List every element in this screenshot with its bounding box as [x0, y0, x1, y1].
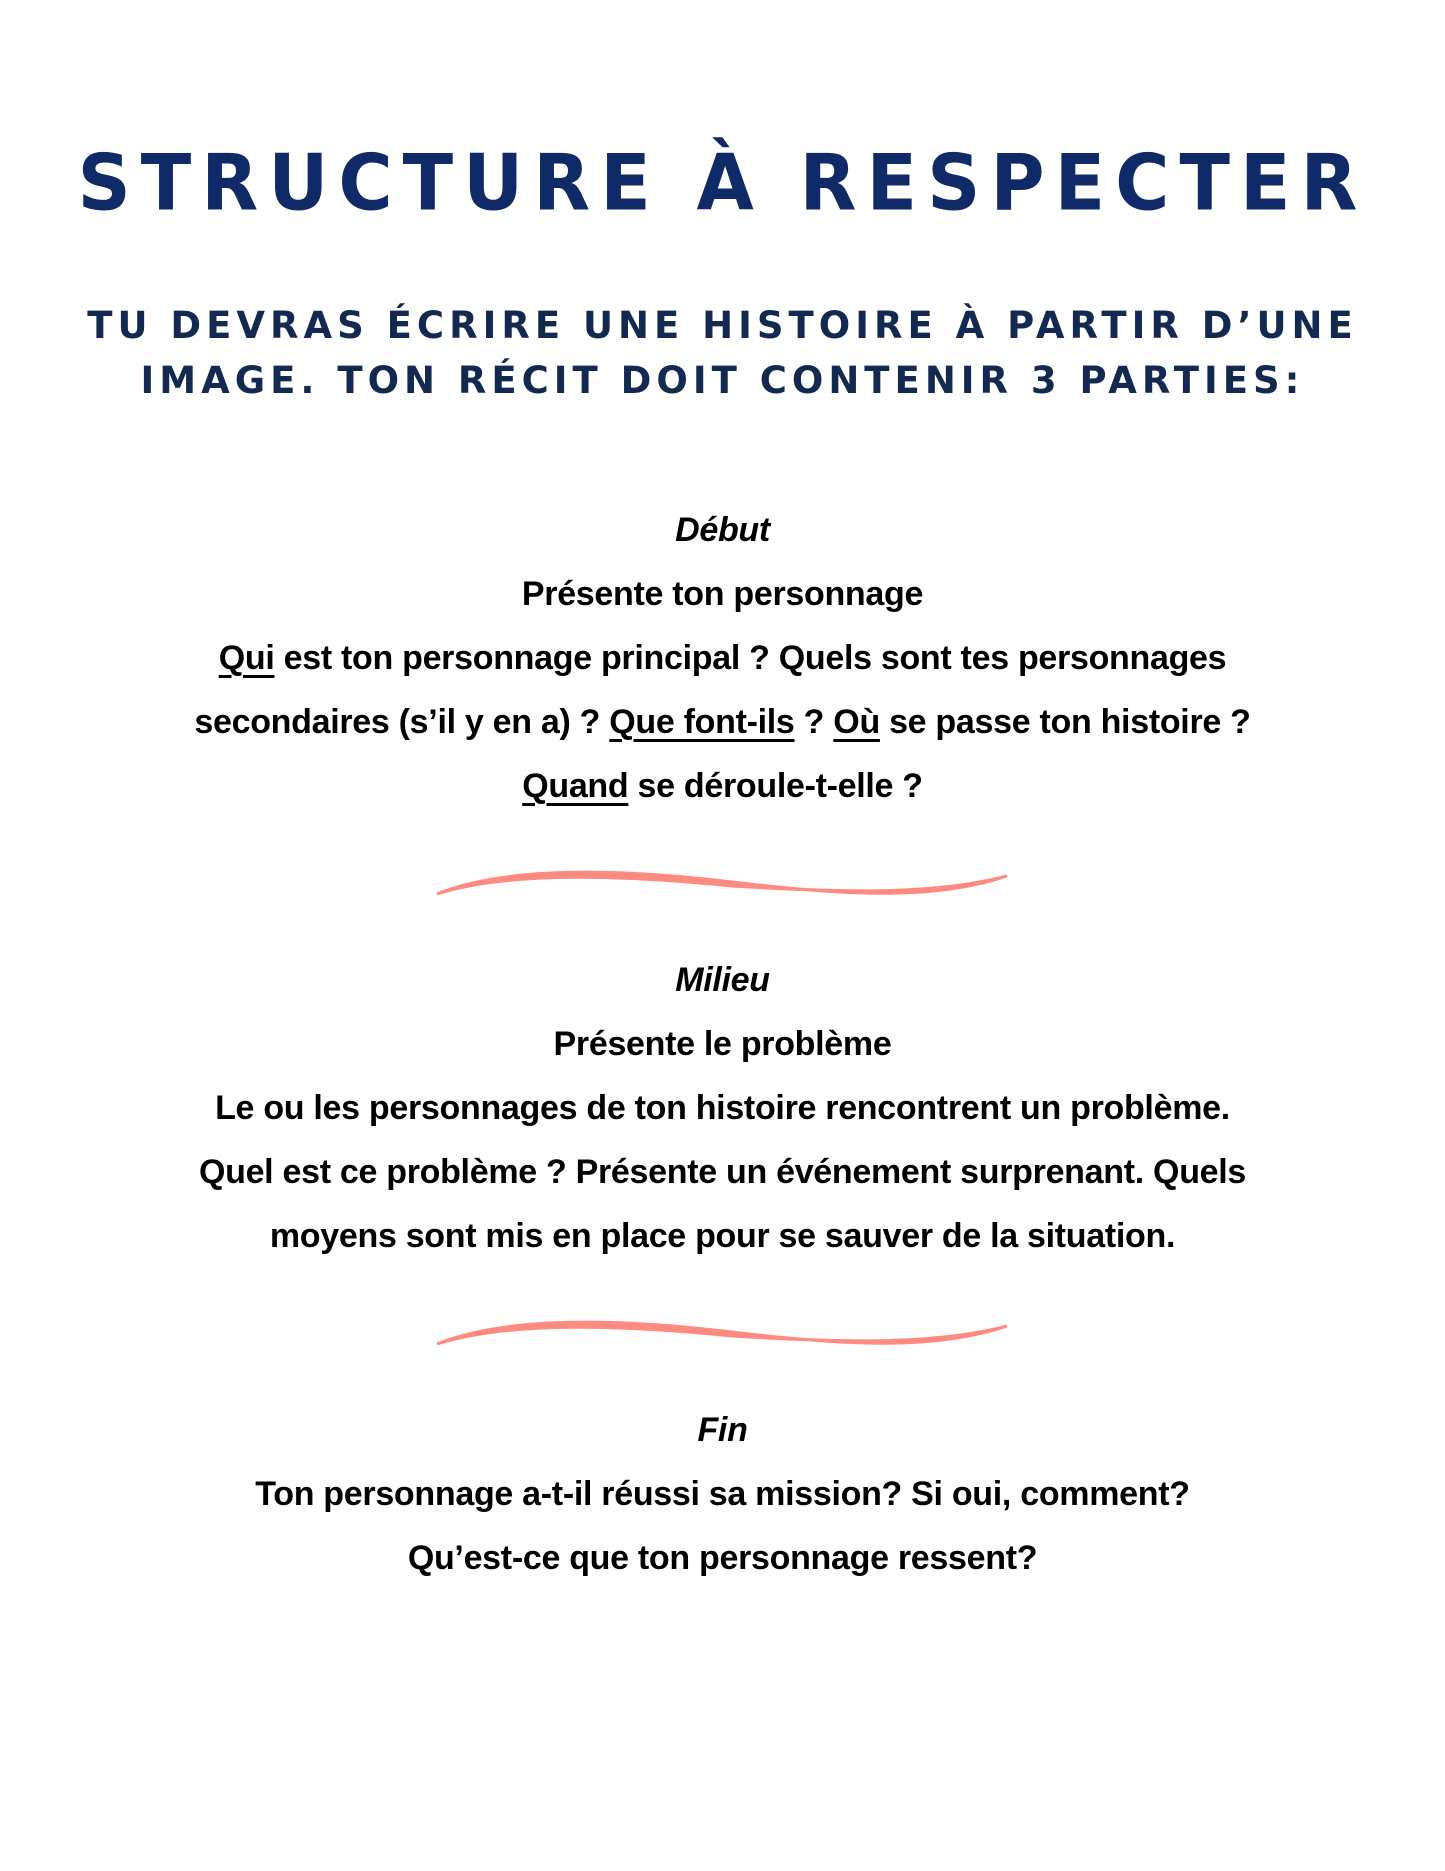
- section-body-line: Qu’est-ce que ton personnage ressent?: [407, 1539, 1038, 1577]
- keyword-que-font-ils: Que font-ils: [609, 703, 795, 741]
- section-body-line: moyens sont mis en place pour se sauver de la situation.: [269, 1217, 1176, 1255]
- keyword-quand: Quand: [522, 767, 629, 805]
- section-body-line: [0, 690, 1445, 754]
- instructions: [0, 298, 1445, 408]
- section-debut: [0, 498, 1445, 818]
- body-text: est ton personnage principal ? Quels sont tes personnages: [274, 639, 1227, 677]
- section-heading: Fin: [697, 1411, 748, 1449]
- section-heading: Début: [675, 511, 770, 549]
- section-body-line: [0, 754, 1445, 818]
- section-heading: Milieu: [675, 961, 770, 999]
- body-text: secondaires (s’il y en a) ?: [194, 703, 610, 741]
- body-text: se déroule-t-elle ?: [628, 767, 923, 805]
- body-text: se passe ton histoire ?: [879, 703, 1251, 741]
- section-body-line: Le ou les personnages de ton histoire rencontrent un problème.: [215, 1089, 1230, 1127]
- instructions-line-1: TU DEVRAS ÉCRIRE UNE HISTOIRE À PARTIR D’UNE: [87, 304, 1358, 347]
- body-text: ?: [794, 703, 834, 741]
- section-subheading: Présente ton personnage: [521, 575, 924, 613]
- section-fin: [0, 1398, 1445, 1590]
- keyword-ou: Où: [833, 703, 880, 741]
- section-milieu: [0, 948, 1445, 1268]
- section-body-line: Quel est ce problème ? Présente un événement surprenant. Quels: [198, 1153, 1247, 1191]
- instructions-line-2: IMAGE. TON RÉCIT DOIT CONTENIR 3 PARTIES:: [140, 359, 1305, 402]
- page-title: STRUCTURE À RESPECTER: [77, 137, 1368, 229]
- section-subheading: Présente le problème: [553, 1025, 892, 1063]
- section-body-line: Ton personnage a-t-il réussi sa mission? Si oui, comment?: [255, 1475, 1190, 1513]
- keyword-qui: Qui: [218, 639, 275, 677]
- wave-divider-icon: [432, 1312, 1012, 1352]
- wave-divider-icon: [432, 862, 1012, 902]
- section-body-line: [0, 626, 1445, 690]
